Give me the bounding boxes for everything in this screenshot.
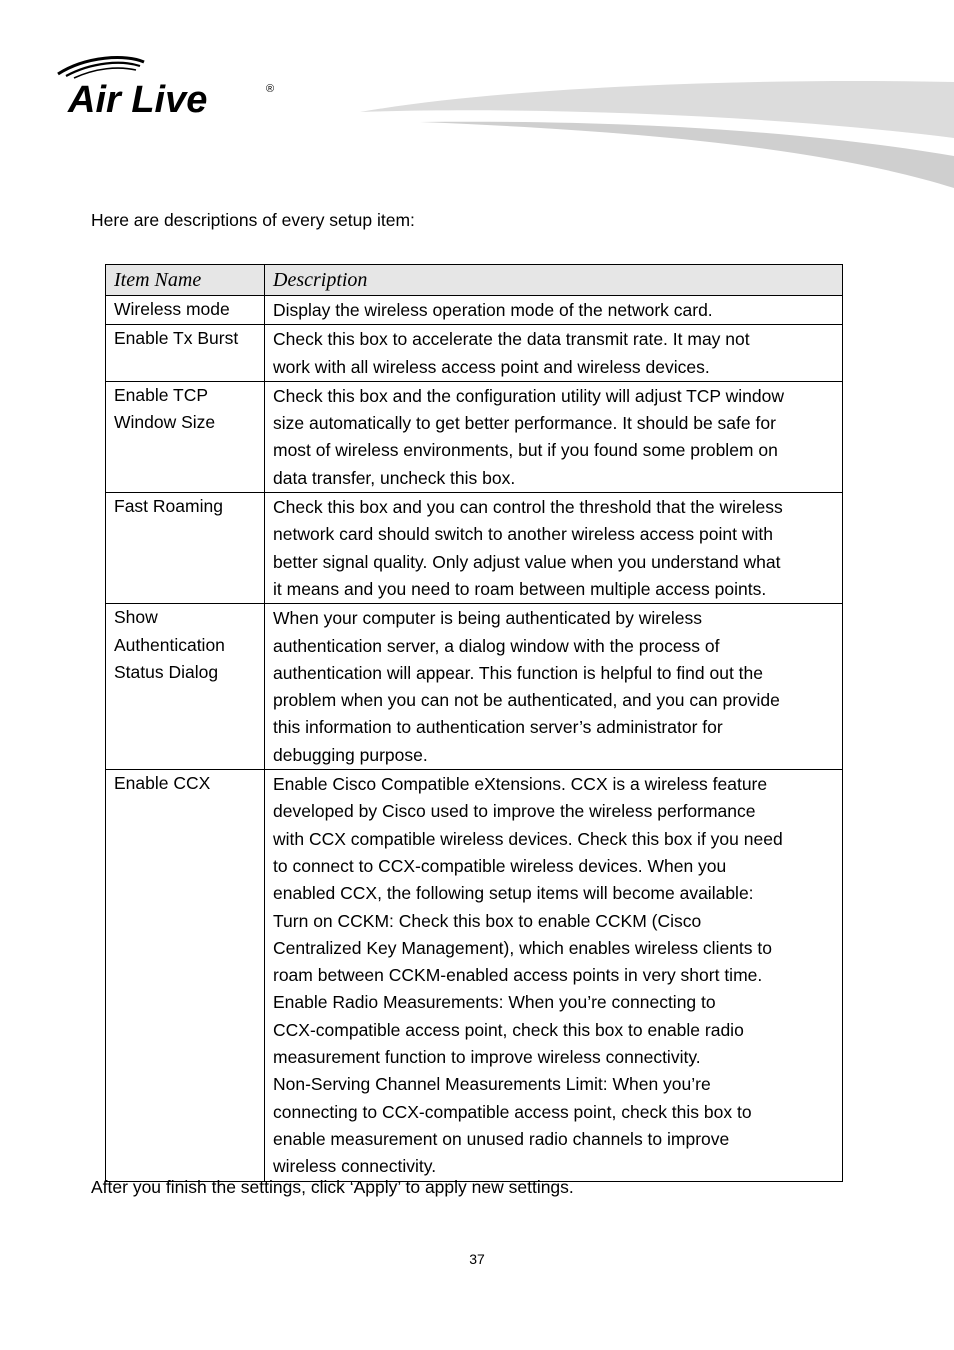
logo-swoosh-icon (58, 58, 144, 78)
item-description-line: enabled CCX, the following setup items will become available: (273, 883, 754, 904)
header-description: Description (265, 265, 843, 296)
item-name-cell (106, 604, 265, 770)
airlive-logo (56, 52, 286, 122)
item-description-line: it means and you need to roam between multiple access points. (273, 578, 767, 599)
item-description-cell (265, 493, 843, 604)
item-description-line: authentication server, a dialog window with the process of (273, 635, 720, 656)
table-row (106, 770, 843, 1181)
item-description-cell (265, 381, 843, 492)
item-description-line: authentication will appear. This function is helpful to find out the (273, 662, 763, 683)
item-description-cell (265, 296, 843, 325)
item-description-cell (265, 325, 843, 382)
item-description-line: wireless connectivity. (273, 1156, 437, 1177)
logo-registered-mark: ® (266, 83, 275, 95)
outro-text: After you finish the settings, click ‘Apply’ to apply new settings. (91, 1177, 574, 1197)
logo-text: Air Live (68, 79, 208, 121)
item-description-line: Display the wireless operation mode of the network card. (273, 300, 713, 320)
item-description-line: Turn on CCKM: Check this box to enable CCKM (Cisco (273, 910, 702, 931)
table-row (106, 296, 843, 325)
item-description-cell (265, 604, 843, 770)
item-description-line: enable measurement on unused radio channels to improve (273, 1128, 730, 1149)
item-description-cell (265, 770, 843, 1181)
item-description-line: developed by Cisco used to improve the wireless performance (273, 801, 756, 822)
item-description-line: work with all wireless access point and wireless devices. (273, 356, 710, 377)
item-name-cell (106, 770, 265, 1181)
item-name-line: Enable CCX (114, 773, 211, 794)
item-description-line: connecting to CCX-compatible access point, check this box to (273, 1101, 752, 1122)
item-name-cell (106, 325, 265, 382)
item-description-line: network card should switch to another wireless access point with (273, 524, 773, 545)
item-description-line: Centralized Key Management), which enables wireless clients to (273, 937, 772, 958)
item-description-line: to connect to CCX-compatible wireless devices. When you (273, 855, 727, 876)
item-name-line: Show (114, 607, 158, 628)
item-description-line: most of wireless environments, but if you found some problem on (273, 440, 778, 461)
item-name-line: Status Dialog (114, 661, 219, 682)
item-description-line: measurement function to improve wireless connectivity. (273, 1047, 701, 1068)
header-decoration (360, 76, 954, 196)
item-name-line: Enable Tx Burst (114, 328, 239, 349)
item-description-line: debugging purpose. (273, 744, 428, 765)
table-row (106, 493, 843, 604)
item-name-line: Enable TCP (114, 384, 209, 405)
header-item-name: Item Name (106, 265, 265, 296)
item-name-line: Wireless mode (114, 299, 230, 319)
item-description-line: Non-Serving Channel Measurements Limit: When you’re (273, 1074, 711, 1095)
item-name-line: Authentication (114, 634, 225, 655)
item-description-line: roam between CCKM-enabled access points in very short time. (273, 965, 763, 986)
item-name-cell (106, 296, 265, 325)
intro-text: Here are descriptions of every setup item: (91, 210, 415, 230)
item-description-line: Enable Cisco Compatible eXtensions. CCX is a wireless feature (273, 774, 768, 795)
page-number: 37 (469, 1251, 485, 1267)
item-description-line: problem when you can not be authenticated, and you can provide (273, 690, 780, 711)
table-row (106, 604, 843, 770)
item-description-line: size automatically to get better performance. It should be safe for (273, 413, 776, 434)
item-name-line: Fast Roaming (114, 496, 223, 517)
item-description-line: Check this box to accelerate the data transmit rate. It may not (273, 329, 750, 350)
item-description-line: data transfer, uncheck this box. (273, 467, 516, 488)
item-description-line: better signal quality. Only adjust value when you understand what (273, 551, 781, 572)
table-row (106, 325, 843, 382)
item-description-line: Enable Radio Measurements: When you’re connecting to (273, 992, 716, 1013)
item-description-line: Check this box and the configuration utility will adjust TCP window (273, 385, 785, 406)
table-header-row (106, 265, 843, 296)
item-description-line: When your computer is being authenticated by wireless (273, 608, 702, 629)
item-description-line: CCX-compatible access point, check this box to enable radio (273, 1019, 744, 1040)
item-name-cell (106, 493, 265, 604)
item-name-line: Window Size (114, 412, 216, 433)
table-row (106, 381, 843, 492)
setup-items-table (105, 264, 843, 1182)
item-description-line: with CCX compatible wireless devices. Check this box if you need (273, 828, 783, 849)
item-name-cell (106, 381, 265, 492)
item-description-line: Check this box and you can control the threshold that the wireless (273, 497, 783, 518)
item-description-line: this information to authentication server’s administrator for (273, 717, 723, 738)
